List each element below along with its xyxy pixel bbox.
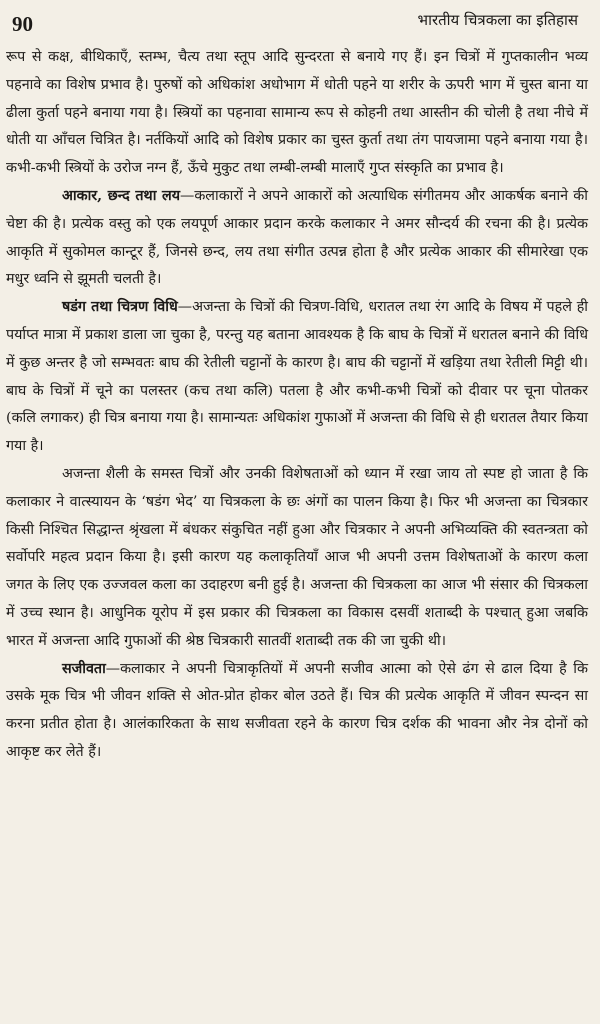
page-header	[6, 0, 588, 44]
paragraph	[6, 44, 588, 183]
paragraph-text: —कलाकार ने अपनी चित्राकृतियों में अपनी सजीव आत्मा को ऐसे ढंग से ढाल दिया है कि उसके मूक चित्र भी जीवन शक्ति से ओत-प्रोत होकर बोल उठते हैं। चित्र की प्रत्येक आकृति में जीवन स्पन्दन सा करना प्रतीत होता है। आलंकारिकता के साथ सजीवता रहने के कारण चित्र दर्शक की भावना और नेत्र दोनों को आकृष्ट कर लेते हैं।	[6, 660, 588, 760]
section-heading: आकार, छन्द तथा लय	[62, 187, 181, 204]
paragraph	[6, 461, 588, 656]
paragraph-text: —कलाकारों ने अपने आकारों को अत्याधिक संगीतमय और आकर्षक बनाने की चेष्टा की है। प्रत्येक वस्तु को एक लयपूर्ण आकार प्रदान करके कलाकार ने अमर सौन्दर्य की रचना की है। प्रत्येक आकृति में सुकोमल कान्टूर हैं, जिनसे छन्द, लय तथा संगीत उत्पन्न होता है और प्रत्येक आकार की सीमारेखा एक मधुर ध्वनि से झूमती चलती है।	[6, 187, 588, 288]
paragraph	[6, 294, 588, 461]
paragraph	[6, 183, 588, 294]
body-text	[6, 44, 588, 767]
paragraph	[6, 656, 588, 767]
section-heading: षडंग तथा चित्रण विधि	[62, 299, 178, 316]
paragraph-text: —अजन्ता के चित्रों की चित्रण-विधि, धरातल तथा रंग आदि के विषय में पहले ही पर्याप्त मात्रा में प्रकाश डाला जा चुका है, परन्तु यह बताना आवश्यक है कि बाघ के चित्रों में धरातल बनाने की विधि में कुछ अन्तर है जो सम्भवतः बाघ की रेतीली चट्टानों के कारण है। बाघ की चट्टानों में खड़िया तथा रेतीली मिट्टी थी। बाघ के चित्रों में चूने का पलस्तर (कच तथा कलि) पतला है और कभी-कभी चित्रों को दीवार पर चूना पोतकर (कलि लगाकर) ही चित्र बनाया गया है। सामान्यतः अधिकांश गुफाओं में अजन्ता की विधि से ही धरातल तैयार किया गया है।	[6, 299, 588, 455]
paragraph-text: अजन्ता शैली के समस्त चित्रों और उनकी विशेषताओं को ध्यान में रखा जाय तो स्पष्ट हो जाता है कि कलाकार ने वात्स्यायन के ‘षडंग भेद’ या चित्रकला के छः अंगों का पालन किया है। फिर भी अजन्ता का चित्रकार किसी निश्चित सिद्धान्त श्रृंखला में बंधकर संकुचित नहीं हुआ और चित्रकार ने अपनी अभिव्यक्ति की स्वतन्त्रता को सर्वोपरि महत्व प्रदान किया है। इसी कारण यह कलाकृतियाँ आज भी अपनी उत्तम विशेषताओं के कारण कला जगत के लिए एक उज्जवल कला का उदाहरण बनी हुई है। अजन्ता की चित्रकला का आज भी संसार की चित्रकला में उच्च स्थान है। आधुनिक यूरोप में इस प्रकार की चित्रकला का विकास दसवीं शताब्दी के पश्चात् हुआ जबकि भारत में अजन्ता आदि गुफाओं की श्रेष्ठ चित्रकारी सातवीं शताब्दी तक की जा चुकी थी।	[6, 465, 588, 649]
section-heading: सजीवता	[62, 660, 106, 677]
running-title: भारतीय चित्रकला का इतिहास	[417, 11, 578, 29]
page-number: 90	[12, 12, 33, 36]
paragraph-text: रूप से कक्ष, बीथिकाएँ, स्तम्भ, चैत्य तथा स्तूप आदि सुन्दरता से बनाये गए हैं। इन चित्रों में गुप्तकालीन भव्य पहनावे का विशेष प्रभाव है। पुरुषों को अधिकांश अधोभाग में धोती पहने या शरीर के ऊपरी भाग में चुस्त बाना या ढीला कुर्ता पहने बनाया गया है। स्त्रियों का पहनावा सामान्य रूप से कोहनी तथा आस्तीन की चोली है तथा नीचे में धोती या आँचल चित्रित है। नर्तकियों आदि को विशेष प्रकार का चुस्त कुर्ता तथा तंग पायजामा पहने बनाया गया है। कभी-कभी स्त्रियों के उरोज नग्न हैं, ऊँचे मुकुट तथा लम्बी-लम्बी मालाएँ गुप्त संस्कृति का प्रभाव है।	[6, 49, 589, 177]
